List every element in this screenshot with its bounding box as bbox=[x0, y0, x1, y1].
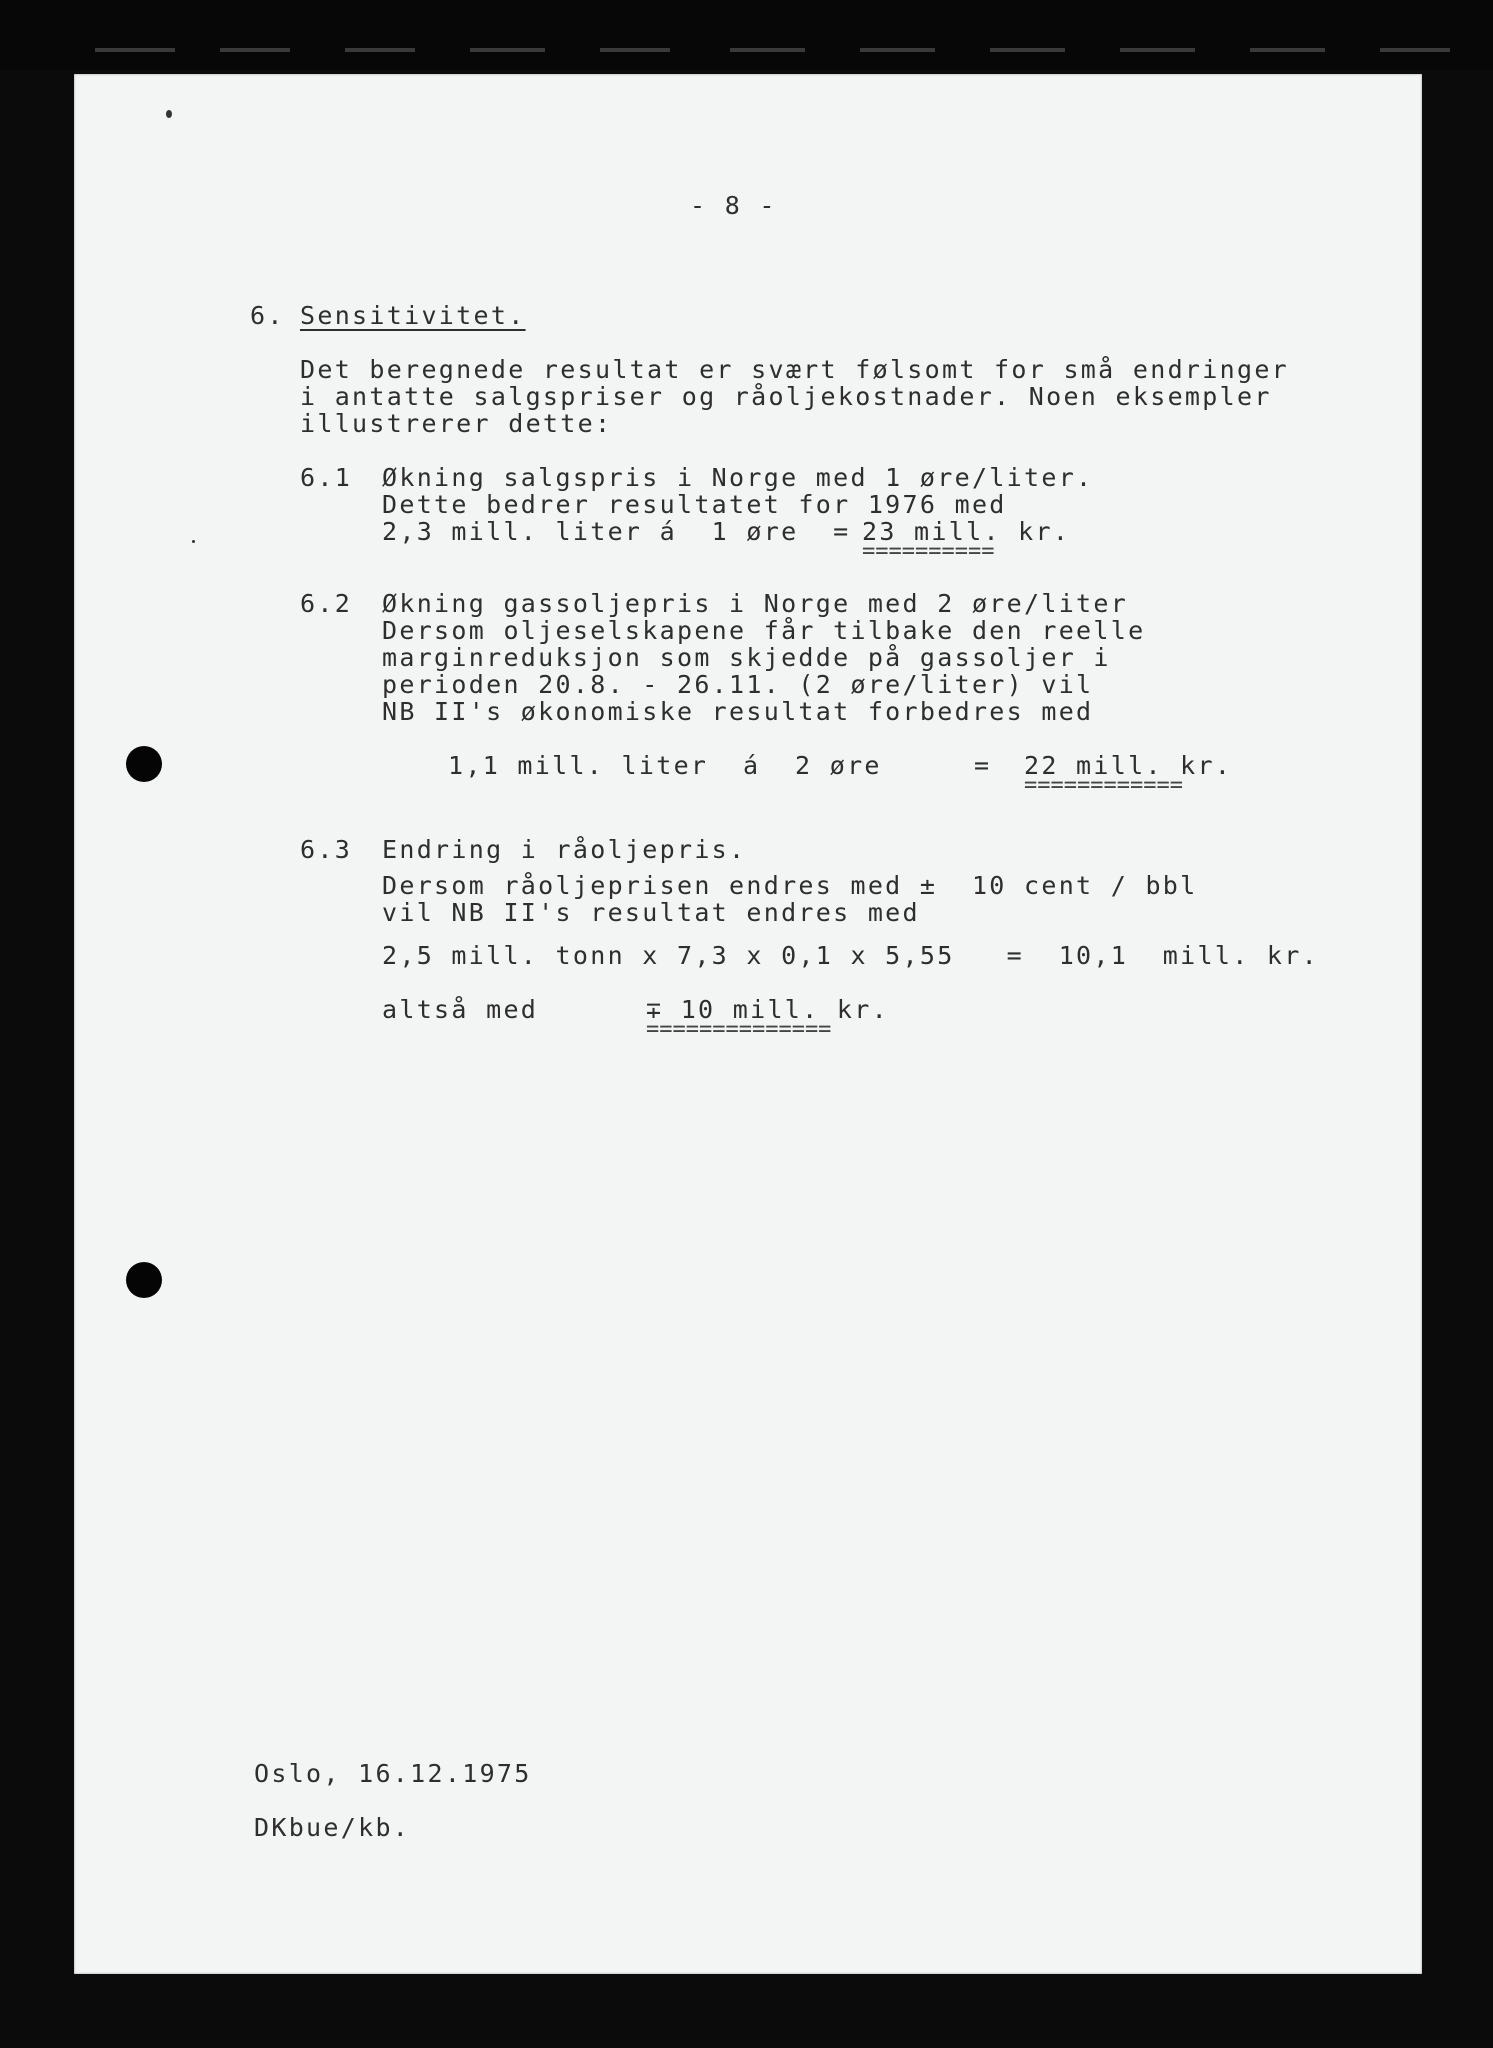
scan-mark bbox=[1120, 48, 1195, 52]
subsection-line: marginreduksjon som skjedde på gassoljer i bbox=[382, 643, 1111, 672]
calculation: 2,5 mill. tonn x 7,3 x 0,1 x 5,55 = 10,1 mill. kr. bbox=[382, 941, 1319, 970]
scan-mark bbox=[470, 48, 545, 52]
section-title: Sensitivitet. bbox=[300, 301, 526, 330]
scanner-border bbox=[0, 0, 1493, 70]
scan-mark bbox=[860, 48, 935, 52]
conclusion-label: altså med bbox=[382, 995, 539, 1024]
subsection-line: NB II's økonomiske resultat forbedres med bbox=[382, 697, 1094, 726]
scan-mark bbox=[1250, 48, 1325, 52]
subsection-line: Økning salgspris i Norge med 1 øre/liter. bbox=[382, 463, 1094, 492]
subsection-number: 6.1 bbox=[300, 463, 353, 492]
subsection-line: vil NB II's resultat endres med bbox=[382, 898, 920, 927]
subsection-title: Endring i råoljepris. bbox=[382, 835, 747, 864]
punch-hole bbox=[126, 1262, 162, 1298]
double-underline: ========== bbox=[862, 539, 995, 564]
calculation-result: 22 mill. kr. bbox=[1024, 751, 1233, 780]
scan-mark bbox=[730, 48, 805, 52]
intro-line: illustrerer dette: bbox=[300, 409, 613, 438]
calculation-result: 23 mill. kr. bbox=[862, 517, 1071, 546]
initials: DKbue/kb. bbox=[254, 1813, 411, 1842]
subsection-line: perioden 20.8. - 26.11. (2 øre/liter) vil bbox=[382, 670, 1094, 699]
scan-mark bbox=[1380, 48, 1450, 52]
calculation: 1,1 mill. liter á 2 øre bbox=[448, 751, 882, 780]
double-underline: ============ bbox=[1024, 773, 1183, 798]
intro-line: Det beregnede resultat er svært følsomt for små endringer bbox=[300, 355, 1290, 384]
calculation: 2,3 mill. liter á 1 øre = bbox=[382, 517, 851, 546]
subsection-line: Økning gassoljepris i Norge med 2 øre/liter bbox=[382, 589, 1129, 618]
scan-mark bbox=[95, 48, 175, 52]
intro-line: i antatte salgspriser og råoljekostnader. Noen eksempler bbox=[300, 382, 1272, 411]
subsection-number: 6.3 bbox=[300, 835, 353, 864]
place-date: Oslo, 16.12.1975 bbox=[254, 1759, 532, 1788]
punch-hole bbox=[126, 746, 162, 782]
equals-sign: = bbox=[974, 751, 992, 780]
scan-mark bbox=[345, 48, 415, 52]
conclusion-value: ∓ 10 mill. kr. bbox=[646, 995, 889, 1024]
scan-mark bbox=[990, 48, 1065, 52]
page-number: - 8 - bbox=[690, 191, 777, 220]
subsection-line: Dette bedrer resultatet for 1976 med bbox=[382, 490, 1007, 519]
double-underline: ============== bbox=[646, 1017, 832, 1042]
stray-mark bbox=[192, 540, 195, 543]
section-number: 6. bbox=[250, 301, 285, 330]
stray-mark bbox=[166, 110, 172, 118]
scan-mark bbox=[600, 48, 670, 52]
subsection-line: Dersom oljeselskapene får tilbake den reelle bbox=[382, 616, 1146, 645]
subsection-line: Dersom råoljeprisen endres med ± 10 cent / bbl bbox=[382, 871, 1198, 900]
document-page bbox=[74, 74, 1422, 1974]
scan-mark bbox=[220, 48, 290, 52]
subsection-number: 6.2 bbox=[300, 589, 353, 618]
